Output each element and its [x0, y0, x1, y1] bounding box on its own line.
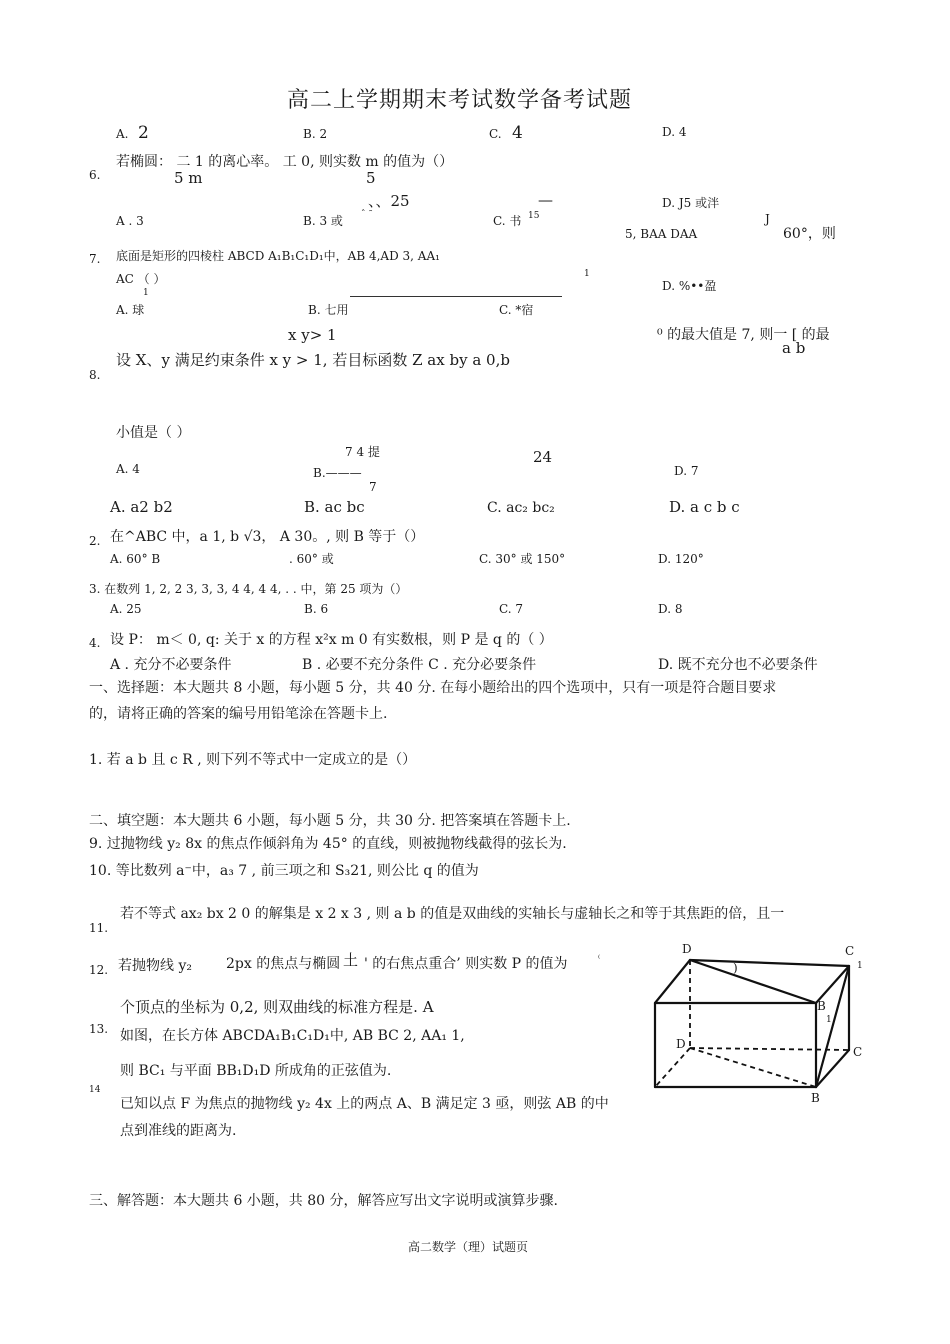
page-footer: 高二数学（理）试题页: [408, 1240, 529, 1254]
label-b: B: [811, 1091, 820, 1105]
q14-number: 14: [89, 1085, 101, 1095]
q7-option-c: C. *宿: [499, 303, 534, 317]
q7-angle-right: 60°，则: [783, 226, 836, 242]
cuboid-figure: [640, 935, 880, 1110]
q11-continuation: 个顶点的坐标为 0,2, 则双曲线的标准方程是. A: [120, 998, 434, 1016]
q5-option-c-value: 4: [512, 123, 523, 143]
q1-option-b: B. ac bc: [304, 498, 365, 516]
q9-stem: 9. 过抛物线 y₂ 8x 的焦点作倾斜角为 45° 的直线，则被抛物线截得的弦长为.: [89, 836, 567, 852]
q5-option-b: B. 2: [303, 127, 328, 141]
label-c1-sub: 1: [857, 961, 863, 971]
q7-j-mark: J: [765, 212, 770, 226]
q6-option-b: B. 3 或: [303, 214, 343, 228]
label-d: D: [676, 1037, 686, 1051]
q14-line-2: 点到准线的距离为.: [120, 1123, 237, 1139]
label-b1: B: [817, 999, 826, 1013]
q2-stem: 在^ABC 中，a 1, b √3， A 30。, 则 B 等于（）: [110, 529, 425, 545]
q3-stem: 3. 在数列 1, 2, 2 3, 3, 3, 4 4, 4 4, . . 中，第 25 项为（）: [89, 582, 408, 596]
q14-line-1: 已知以点 F 为焦点的抛物线 y₂ 4x 上的两点 A、B 满足定 3 亟，则弦 AB 的中: [120, 1096, 609, 1112]
q7-stem: 底面是矩形的四棱柱 ABCD A₁B₁C₁D₁中，AB 4,AD 3, AA₁: [116, 249, 440, 263]
q8-option-d: D. 7: [674, 464, 699, 478]
q4-number: 4.: [89, 636, 101, 650]
q5-option-c: C.: [489, 127, 502, 141]
q8-option-a: A. 4: [116, 462, 140, 476]
q2-option-d: D. 120°: [658, 552, 704, 566]
q7-angle-left: 5, BAA DAA: [625, 227, 698, 241]
q1-option-a: A. a2 b2: [110, 498, 173, 516]
q13-line-1: 如图，在长方体 ABCDA₁B₁C₁D₁中, AB BC 2, AA₁ 1,: [120, 1028, 465, 1044]
q6-denominator: 5 m: [174, 169, 203, 187]
q4-stem: 设 P： m＜ 0, q: 关于 x 的方程 x²x m 0 有实数根，则 P 是 q 的（ ）: [110, 632, 553, 648]
q3-option-c: C. 7: [499, 602, 524, 616]
q5-option-a-value: 2: [138, 123, 149, 143]
q3-option-d: D. 8: [658, 602, 683, 616]
q7-number: 7.: [89, 252, 101, 266]
edge-d1-a1: [655, 960, 690, 1003]
q13-line-2: 则 BC₁ 与平面 BB₁D₁D 所成角的正弦值为.: [120, 1063, 392, 1079]
section-1-heading: 一、选择题：本大题共 8 小题，每小题 5 分，共 40 分. 在每小题给出的四个选项中，只有一项是符合题目要求: [89, 680, 777, 696]
q4-option-d: D. 既不充分也不必要条件: [658, 657, 818, 673]
hidden-edge-d-a: [655, 1048, 690, 1087]
page-title: 高二上学期期末考试数学备考试题: [287, 88, 633, 113]
q6-option-a: A . 3: [116, 214, 144, 228]
q8-option-b: B.———: [313, 466, 362, 480]
q8-b-bottom: 7: [369, 480, 377, 494]
q11-number: 11.: [89, 921, 109, 935]
edge-d1-c1: [690, 960, 849, 966]
q1-option-d: D. a c b c: [669, 498, 740, 516]
q7-small-1: 1: [143, 288, 149, 298]
hidden-edge-d-c: [690, 1048, 849, 1050]
label-c1: C: [845, 944, 855, 958]
q11-stem: 若不等式 ax₂ bx 2 0 的解集是 x 2 x 3 , 则 a b 的值是双曲线的实轴长与虚轴长之和等于其焦距的倍，且一: [120, 906, 785, 922]
q4-option-a: A . 充分不必要条件: [110, 657, 232, 673]
q8-stem: 设 X、y 满足约束条件 x y > 1, 若目标函数 Z ax by a 0,b: [116, 351, 510, 369]
q8-condition: x y> 1: [288, 326, 337, 344]
q1-stem: 1. 若 a b 且 c R , 则下列不等式中一定成立的是（）: [89, 752, 417, 768]
q10-stem: 10. 等比数列 a⁻中，a₃ 7 , 前三项之和 S₃21, 则公比 q 的值为: [89, 863, 479, 879]
section-3-heading: 三、解答题：本大题共 6 小题，共 80 分，解答应写出文字说明或演算步骤.: [89, 1193, 558, 1209]
q7-option-b: B. 七用: [308, 303, 349, 317]
q6-option-b-tail: ˆ ˜: [361, 210, 373, 220]
label-paren: ): [733, 961, 738, 975]
q8-option-c: 24: [533, 448, 553, 466]
q7-rule: [350, 296, 562, 297]
q3-option-a: A. 25: [110, 602, 142, 616]
section-1-instructions: 的，请将正确的答案的编号用铅笔涂在答题卡上.: [89, 706, 388, 722]
label-b1-sub: 1: [826, 1015, 832, 1025]
q2-number: 2.: [89, 534, 101, 548]
q7-option-a: A. 球: [116, 303, 145, 317]
q6-fraction-5: 5: [366, 169, 376, 187]
q7-option-d: D. %••盈: [662, 279, 717, 293]
q8-right-text: ⁰ 的最大值是 7, 则一 [ 的最: [657, 327, 830, 343]
q2-option-c: C. 30° 或 150°: [479, 552, 566, 566]
q7-sup-1: 1: [584, 269, 590, 279]
q5-option-d: D. 4: [662, 125, 687, 139]
q6-sub-25: 、、25: [368, 192, 410, 210]
q6-option-c: C. 书: [493, 214, 522, 228]
q6-option-d: D. J5 或泮: [662, 196, 720, 210]
q7-ac: AC （ ）: [116, 272, 166, 286]
label-d1: D: [682, 942, 692, 956]
q1-option-c: C. ac₂ bc₂: [487, 500, 555, 516]
q8-tail: 小值是（ ）: [116, 425, 191, 441]
q8-ab: a b: [782, 339, 806, 357]
q2-option-b: . 60° 或: [289, 552, 334, 566]
q6-dash: —: [538, 191, 553, 209]
q12-rest2: ' 的右焦点重合’ 则实数 P 的值为: [364, 956, 568, 972]
q12-rest: 2px 的焦点与椭圆: [226, 956, 341, 972]
section-2-heading: 二、填空题：本大题共 6 小题，每小题 5 分，共 30 分. 把答案填在答题卡上.: [89, 813, 571, 829]
q13-number: 13.: [89, 1022, 109, 1036]
q12-tu: 土: [343, 951, 359, 969]
q4-option-bc: B . 必要不充分条件 C . 充分必要条件: [302, 657, 537, 673]
q8-number: 8.: [89, 368, 101, 382]
q2-option-a: A. 60° B: [110, 552, 161, 566]
q12-number: 12.: [89, 963, 109, 977]
q12-tick: ⁽: [598, 954, 601, 964]
q12-stem: 若抛物线 y₂: [118, 958, 192, 974]
q5-option-a: A.: [116, 127, 129, 141]
q6-option-c-sup: 15: [528, 211, 540, 221]
q3-option-b: B. 6: [304, 602, 329, 616]
diagonal-d1-b1: [690, 960, 816, 1003]
q8-b-top: 7 4 提: [345, 445, 380, 459]
q6-stem: 若椭圆： 二 1 的离心率。 工 0, 则实数 m 的值为（）: [116, 154, 454, 170]
label-c: C: [853, 1045, 863, 1059]
q6-number: 6.: [89, 168, 101, 182]
hidden-edge-d-b: [690, 1048, 816, 1087]
